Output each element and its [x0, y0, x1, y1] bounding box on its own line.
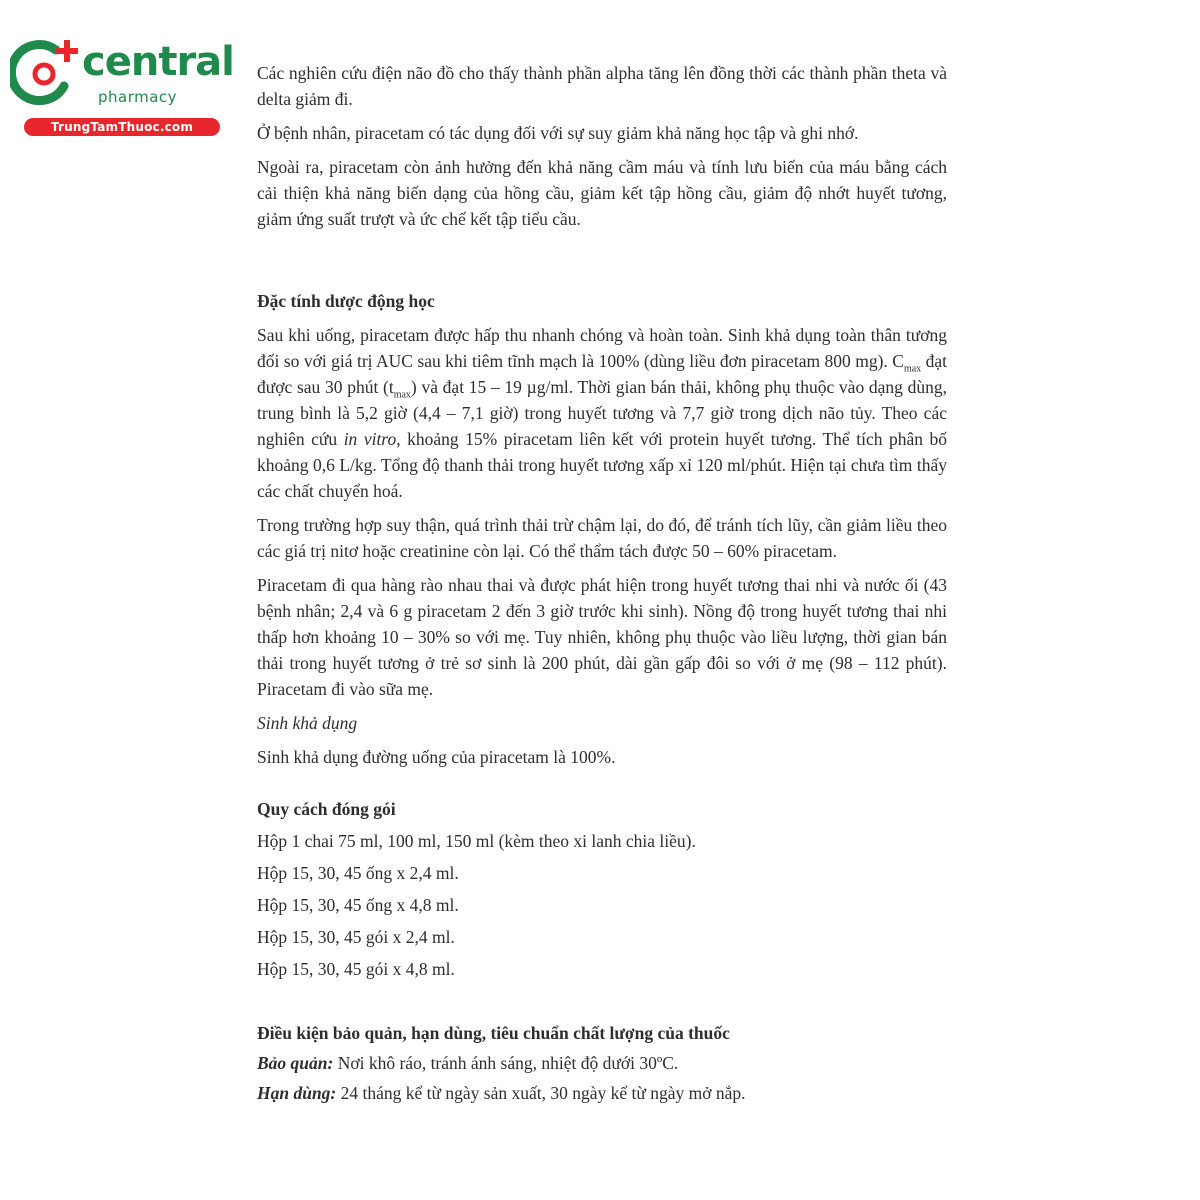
packaging-heading: Quy cách đóng gói [257, 799, 396, 819]
logo-website-badge: TrungTamThuoc.com [24, 118, 220, 136]
paragraph-hemorheology: Ngoài ra, piracetam còn ảnh hưởng đến khả năng cầm máu và tính lưu biến của máu bằng cách cải thiện khả năng biến dạng của hồng cầu, giảm kết tập hồng cầu, giảm độ nhớt huyết tương, giảm ứng suất trượt và ức chế kết tập tiểu cầu. [257, 157, 947, 229]
packaging-item: Hộp 15, 30, 45 gói x 4,8 ml. [257, 959, 455, 979]
pharmacy-cross-c-icon [10, 36, 82, 112]
paragraph-bioavailability: Sinh khả dụng đường uống của piracetam là 100%. [257, 747, 616, 767]
packaging-item: Hộp 15, 30, 45 gói x 2,4 ml. [257, 927, 455, 947]
central-pharmacy-logo [10, 36, 234, 136]
bioavailability-subheading: Sinh khả dụng [257, 713, 358, 733]
paragraph-placenta: Piracetam đi qua hàng rào nhau thai và được phát hiện trong huyết tương thai nhi và nước ối (43 bệnh nhân; 2,4 và 6 g piracetam 2 đến 3 giờ trước khi sinh). Nồng độ trong huyết tương thai nhi thấp hơn khoảng 10 – 30% so với mẹ. Tuy nhiên, không phụ thuộc vào liều lượng, thời gian bán thải trong huyết tương ở trẻ sơ sinh là 200 phút, dài gần gấp đôi so với ở mẹ (98 – 112 phút). Piracetam đi vào sữa mẹ. [257, 575, 947, 699]
paragraph-absorption: Sau khi uống, piracetam được hấp thu nhanh chóng và hoàn toàn. Sinh khả dụng toàn thân tương đối so với giá trị AUC sau khi tiêm tĩnh mạch là 100% (dùng liều đơn piracetam 800 mg). $C_{max}$ đạt được sau 30 phút $(t_{max})$ và đạt 15 – 19 µg/ml. Thời gian bán thải, không phụ thuộc vào dạng dùng, trung bình là 5,2 giờ (4,4 – 7,1 giờ) trong huyết tương và 7,7 giờ trong dịch não tủy. Theo các nghiên cứu in vitro, khoảng 15% piracetam liên kết với protein huyết tương. Thể tích phân bố khoảng 0,6 L/kg. Tổng độ thanh thải trong huyết tương xấp xỉ 120 ml/phút. Hiện tại chưa tìm thấy các chất chuyển hoá. [257, 325, 948, 501]
paragraph-renal: Trong trường hợp suy thận, quá trình thải trừ chậm lại, do đó, để tránh tích lũy, cần giảm liều theo các giá trị nitơ hoặc creatinine còn lại. Có thể thẩm tách được 50 – 60% piracetam. [257, 515, 947, 561]
paragraph-eeg: Các nghiên cứu điện não đồ cho thấy thành phần alpha tăng lên đồng thời các thành phần theta và delta giảm đi. [257, 63, 947, 109]
expiry-line: Hạn dùng: 24 tháng kể từ ngày sản xuất, 30 ngày kể từ ngày mở nắp. [257, 1083, 746, 1103]
packaging-item: Hộp 15, 30, 45 ống x 2,4 ml. [257, 863, 459, 883]
pharmacokinetics-heading: Đặc tính dược động học [257, 291, 435, 311]
storage-line: Bảo quản: Nơi khô ráo, tránh ánh sáng, nhiệt độ dưới 30ºC. [257, 1053, 679, 1073]
document-body [257, 60, 947, 1106]
storage-heading: Điều kiện bảo quản, hạn dùng, tiêu chuẩn chất lượng của thuốc [257, 1023, 730, 1043]
packaging-item: Hộp 1 chai 75 ml, 100 ml, 150 ml (kèm theo xi lanh chia liều). [257, 831, 696, 851]
packaging-item: Hộp 15, 30, 45 ống x 4,8 ml. [257, 895, 459, 915]
logo-brand-text: central [82, 39, 234, 85]
paragraph-learning: Ở bệnh nhân, piracetam có tác dụng đối với sự suy giảm khả năng học tập và ghi nhớ. [257, 123, 859, 143]
logo-tagline: pharmacy [98, 88, 178, 106]
